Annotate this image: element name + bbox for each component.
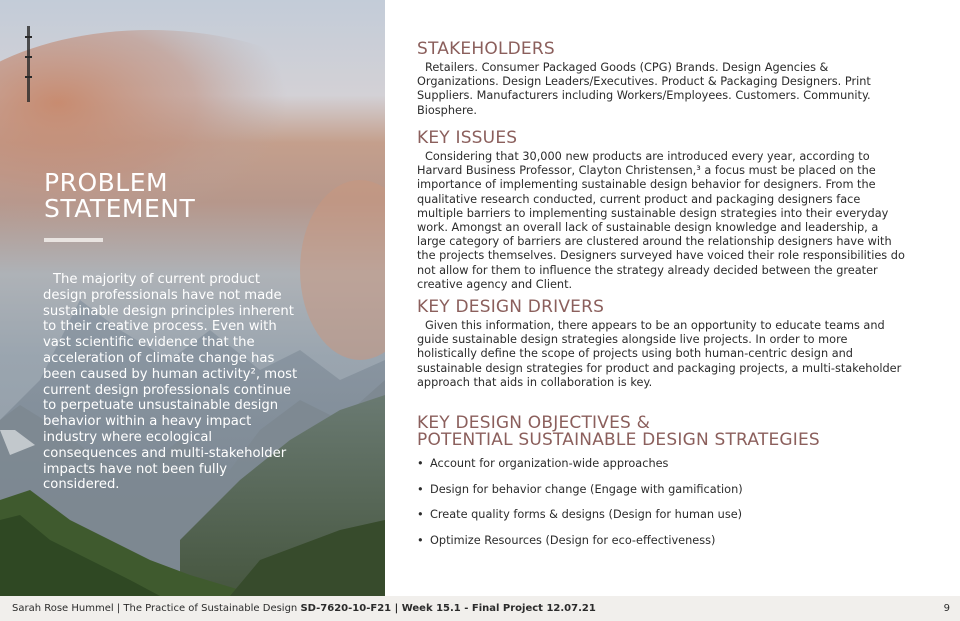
- list-item: [417, 508, 743, 534]
- key-issues-heading: KEY ISSUES: [417, 128, 518, 148]
- footer-author-course: Sarah Rose Hummel | The Practice of Sustainable Design: [12, 603, 298, 614]
- stakeholders-heading: STAKEHOLDERS: [417, 39, 555, 59]
- objectives-heading-line-1: KEY DESIGN OBJECTIVES &: [417, 413, 651, 433]
- objectives-list: [417, 457, 743, 560]
- key-issues-body: Considering that 30,000 new products are introduced every year, according to Harvard Business Professor, Clayton Christensen,³ a focus must be placed on the importance of implementing sustainable design behavior for designers. From the qualitative research conducted, current product and packaging designers face multiple barriers to implementing sustainable design strategies into their everyday work. Amongst an overall lack of sustainable design knowledge and leadership, a large category of barriers are clustered around the relationship designers have with the projects themselves. Designers surveyed have voiced their role responsibilities do not allow for them to influence the strategy already decided between the greater creative agency and Client.: [417, 150, 905, 291]
- key-design-drivers-body: Given this information, there appears to be an opportunity to educate teams and guide sustainable design strategies alongside live projects. In order to more holistically define the scope of projects using both human-centric design and sustainable design strategies for product and packaging projects, a multi-stakeholder approach that aids in collaboration is key.: [417, 319, 902, 389]
- list-item-text: Optimize Resources (Design for eco-effectiveness): [430, 534, 716, 548]
- objectives-heading-line-2: POTENTIAL SUSTAINABLE DESIGN STRATEGIES: [417, 430, 820, 450]
- list-item-text: Account for organization-wide approaches: [430, 457, 669, 470]
- list-item: [417, 483, 743, 509]
- bullet-icon: •: [417, 457, 424, 470]
- list-item-text: Create quality forms & designs (Design for human use): [430, 508, 743, 522]
- footer-credits: [12, 603, 596, 614]
- problem-statement-title: [44, 170, 195, 222]
- list-item: [417, 534, 743, 560]
- vertical-logo-text: [24, 26, 34, 102]
- problem-statement-body: The majority of current product design professionals have not made sustainable design principles inherent to their creative process. Even with vast scientific evidence that the acceleration of climate change has been caused by human activity², most current design professionals continue to perpetuate unsustainable design behavior within a heavy impact industry where ecological consequences and multi-stakeholder impacts have not been fully considered.: [43, 272, 298, 493]
- key-design-drivers-heading: KEY DESIGN DRIVERS: [417, 297, 605, 317]
- bullet-icon: •: [417, 534, 424, 548]
- footer-course-code: SD-7620-10-F21 | Week 15.1 - Final Project 12.07.21: [300, 603, 596, 614]
- page-number: 9: [943, 603, 950, 614]
- hero-image-panel: [0, 0, 385, 596]
- stakeholders-body: Retailers. Consumer Packaged Goods (CPG) Brands. Design Agencies & Organizations. Design Leaders/Executives. Product & Packaging Designers. Print Suppliers. Manufacturers including Workers/Employees. Customers. Community. Biosphere.: [417, 61, 871, 117]
- list-item: [417, 457, 743, 483]
- bullet-icon: •: [417, 508, 424, 522]
- title-divider: [44, 238, 103, 242]
- title-line-1: PROBLEM: [44, 168, 169, 197]
- title-line-2: STATEMENT: [44, 194, 196, 223]
- bullet-icon: •: [417, 482, 424, 496]
- list-item-text: Design for behavior change (Engage with gamification): [430, 482, 743, 496]
- page-footer: [0, 596, 960, 621]
